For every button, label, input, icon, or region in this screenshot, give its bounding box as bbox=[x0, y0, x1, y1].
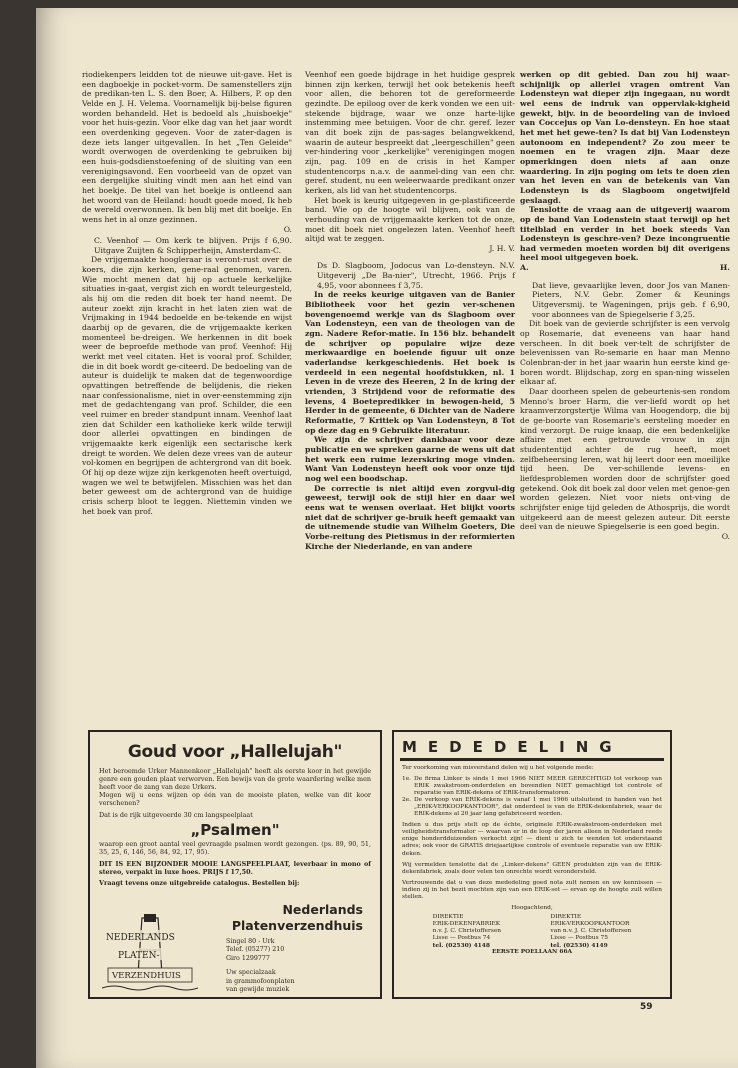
paragraph: Vertrouwende dat u van deze mededeling goed nota zult nemen en uw kennissen — indien zij in het bezit mochten zijn van een ERIK-set — ervan op de hoogte zult willen stellen. bbox=[402, 879, 662, 900]
signatory-line: DIREKTIE bbox=[432, 913, 464, 920]
ad-intro: Het beroemde Urker Mannenkoor „Hallelujah" heeft als eerste koor in het gewijde genre een gouden plaat verworven. Een bewijs van de grote waardering welke men heeft voor de zang van deze Urkers. bbox=[99, 767, 371, 791]
paragraph: Daar doorheen spelen de gebeurtenis-sen rondom Menno's broer Harm, die ver-liefd wordt op het kraamverzorgstertje Wilma van Hoogendorp, die bij de ge-boorte van Rosemarie's eersteling moeder en kind verzorgt. De ruige knaap, die een bedenkelijke affaire met een getrouwde vrouw in zijn studententijd achter de rug heeft, moet zelfbeheersing leren, wat hij leert door een moeilijke tijd heen. De ver-schillende levens- en liefdesproblemen worden door de schrijfster goed getekend. Ook dit boek zal door velen met genoe-gen worden gelezen. Niet voor niets ont-ving de schrijfster enige tijd geleden de Athosprijs, die wordt uitgekeerd aan de meest gelezen auteur. Dit eerste deel van de nieuwe Spiegelserie is een goed begin. bbox=[520, 387, 730, 532]
notice-item bbox=[394, 797, 670, 818]
advertisement-hallelujah bbox=[88, 730, 382, 999]
signatory-left bbox=[433, 914, 501, 949]
address-line: Singel 80 - Urk bbox=[226, 938, 275, 945]
signatory-right bbox=[550, 914, 631, 949]
paragraph: Veenhof een goede bijdrage in het huidige gesprek binnen zijn kerken, terwijl het ook betekenis heeft voor allen, die behoren tot de gereformeerde gezindte. De epiloog over de kerk vonden we een uit-stekende bijdrage, waar we onze harte-lijke instemming mee betuigen. Voor de chr. geref. lezer van dit boek zijn de pas-sages belangwekkend, waarin de auteur bespreekt dat „leergeschillen" geen ver-hindering voor „kerkelijke" verenigingen mogen zijn, pag. 109 en de crisis in het Kamper studentencorps n.a.v. de aanmel-ding van een chr. geref. student, nu een weleerwaarde predikant onzer kerken, als lid van het studentencorps. bbox=[305, 70, 515, 195]
paragraph: Indien u dus prijs stelt op de échte, originele ERIK-zwakstroom-onderdeken met veiligheidstransformator — waarvan er in de loop der jaren alleen in Nederland reeds enige honderdduizenden verkocht zijn! — dient u zich te wenden tot onderstaand adres; ook voor de GRATIS driejaarlijkse controle of eventuele reparatie van uw ERIK-deken. bbox=[402, 822, 662, 857]
signatory-line: DIREKTIE bbox=[550, 913, 582, 920]
lighthouse-logo bbox=[102, 914, 198, 992]
signature: J. H. V. bbox=[489, 243, 515, 253]
paragraph: In de reeks keurige uitgaven van de Banier Bibliotheek voor het gezin ver-schenen bovengenoemd werkje van ds Slagboom over Van Lodensteyn, een van de theologen van de zgn. Nadere Refor-matie. In 156 blz. behandelt de schrijver op populaire wijze deze merkwaardige en boeiende figuur uit onze vaderlandse kerkgeschiedenis. Het boek is verdeeld in een negental hoofdstukken, nl. 1 Leven in de vreze des Heeren, 2 In de kring der vrienden, 3 Strijdend voor de reformatie des levens, 4 Boetepredikker in bewogen-heid, 5 Herder in de gemeente, 6 Dichter van de Nadere Reformatie, 7 Kritiek op Van Lodensteyn, 8 Tot op deze dag en 9 Gebruikte literatuur. bbox=[305, 290, 515, 435]
logo-text: VERZENDHUIS bbox=[112, 971, 181, 981]
ad-title: MEDEDELING bbox=[402, 738, 623, 756]
signature-left: A. bbox=[520, 263, 529, 273]
item-number: 1e. bbox=[402, 776, 412, 783]
notice-item bbox=[394, 776, 670, 797]
paragraph: werken op dit gebied. Dan zou hij waar-schijnlijk op allerlei vragen omtrent Van Lodensteyn wat dieper zijn ingegaan, nu wordt wel eens de indruk van oppervlak-kigheid gewekt, bijv. in de beoordeling van de invloed van Coccejus op Van Lo-densteyn. En hoe staat het met het gewe-ten? Is dat bij Van Lodensteyn autonoom en independent? Zo zou meer te noemen en te vragen zijn. Maar deze opmerkingen doen niets af aan onze waardering. In zijn poging om iets te doen zien van het leven en van de betekenis van Van Lodensteyn is ds Slagboom ongetwijfeld geslaagd. bbox=[520, 70, 730, 205]
company-name-line: Platenverzendhuis bbox=[231, 918, 363, 933]
ad-title-psalmen: „Psalmen" bbox=[190, 821, 280, 840]
ad-title: Goud voor „Hallelujah" bbox=[127, 742, 343, 762]
address-line: Giro 1299777 bbox=[226, 954, 270, 962]
logo-text: PLATEN- bbox=[118, 951, 160, 961]
paragraph: De correctie is niet altijd even zorgvul-dig geweest, terwijl ook de stijl hier en daar wel eens wat te wensen overlaat. Het blijkt voorts niet dat de schrijver ge-bruik heeft gemaakt van de uitnemende studie van Wilhelm Goeters, Die Vorbe-reitung des Pietismus in der reformierten Kirche der Niederlande, en van andere bbox=[305, 483, 515, 551]
signatory-line: Lisse — Postbus 74 bbox=[432, 934, 491, 941]
item-number: 2e. bbox=[402, 797, 412, 804]
paragraph: riodiekenpers leidden tot de nieuwe uit-gave. Het is een dagboekje in pocket-vorm. De samenstellers zijn de predikan-ten L. S. den Boer, A. Hilbers, P. op den Velde en J. H. Velema. Voornamelijk bij-belse figuren worden behandeld. Het is bedoeld als „huisboekje" voor het huis-gezin. Voor elke dag van het jaar wordt een overdenking gegeven. Voor de zater-dagen is deze iets langer uitgevallen. In het „Ten Geleide" wordt overwogen de overdenking te gebruiken bij een huis-godsdienstoefening of de sluiting van een verenigingsavond. Een voorbeeld van de opzet van een dergelijke sluiting vindt men aan het eind van het boekje. De titel van het boekje is ontleend aan het woord van de Heiland: houdt goede moed, Ik heb de wereld overwonnen. Ik ben blij met dit boekje. En wens het in al onze gezinnen. bbox=[82, 70, 292, 224]
address-line: Uw specialzaak bbox=[226, 969, 276, 977]
signatory-line: ERIK-VERKOOPKANTOOR bbox=[550, 920, 630, 927]
signatory-line: Lisse — Postbus 75 bbox=[550, 934, 608, 941]
paragraph: Het boek is keurig uitgegeven in ge-plastificeerde band. Wie op de hoogte wil blijven, ook van de verhouding van de vrijgemaakte kerken tot de onze, moet dit boek niet ongelezen laten. Veenhof heeft altijd wat te zeggen. bbox=[305, 195, 515, 244]
ad-catalog: Vraagt tevens onze uitgebreide catalogus. Bestellen bij: bbox=[99, 879, 300, 888]
title-rule bbox=[400, 758, 664, 761]
paragraph: We zijn de schrijver dankbaar voor deze publicatie en we spreken gaarne de wens uit dat het werk een ruime lezerskring moge vinden. Want Van Lodensteyn heeft ook voor onze tijd nog wel een boodschap. bbox=[305, 435, 515, 483]
page-number: 59 bbox=[640, 1002, 653, 1012]
ad-intro: Ter voorkoming van misverstand delen wij u het volgende mede: bbox=[402, 765, 594, 771]
signature-right: H. bbox=[720, 263, 730, 273]
paragraph: Tenslotte de vraag aan de uitgeverij waarom op de band Van Lodenstein staat terwijl op het titelblad en verder in het boek steeds Van Lodensteyn is geschre-ven? Deze incongruentie had vermeden moeten worden bij dit overigens heel mooi uitgegeven boek. bbox=[520, 205, 730, 263]
column-3 bbox=[520, 70, 730, 542]
advertisement-mededeling bbox=[392, 730, 672, 999]
column-1 bbox=[82, 70, 292, 516]
signatories bbox=[394, 914, 670, 949]
item-text: De verkoop van ERIK-dekens is vanaf 1 mei 1966 uitsluitend in handen van het „ERIK-VERKOOPKANTOOR", dat onderdeel is van de ERIK-dekenfabriek, waar de ERIK-dekens al 20 jaar lang gefabriceerd worden. bbox=[414, 797, 662, 818]
address-line: van gewijde muziek bbox=[226, 986, 290, 994]
column-2 bbox=[305, 70, 515, 551]
signatory-line: n.v. J. C. Christoffersen bbox=[432, 927, 502, 934]
item-text: De firma Linker is sinds 1 mei 1966 NIET MEER GERECHTIGD tot verkoop van ERIK zwakstroom-onderdelen en bovendien NIET gemachtigd tot controle of reparatie van ERIK-dekens of ERIK-transformatoren. bbox=[414, 776, 662, 797]
address-line: in grammofoonplaten bbox=[226, 977, 295, 985]
signatory-line: tel. (02530) 4148 bbox=[432, 941, 490, 949]
address-line: Telef. (05277) 210 bbox=[226, 946, 285, 954]
address: EERSTE POELLAAN 66A bbox=[491, 948, 573, 955]
company-name bbox=[218, 902, 363, 934]
signatory-line: tel. (02530) 4149 bbox=[550, 941, 608, 949]
signature: O. bbox=[283, 224, 292, 234]
ad-songs: waarop een groot aantal veel gevraagde psalmen wordt gezongen. (ps. 89, 90, 51, 35, 25, 6, 146, 56, 84, 92, 17, 95). bbox=[99, 840, 371, 857]
signatory-line: ERIK-DEKENFABRIEK bbox=[432, 920, 501, 927]
signature bbox=[520, 263, 730, 273]
paragraph: Dit boek van de gevierde schrijfster is een vervolg op Rosemarie, dat eveneens van haar hand verscheen. In dit boek ver-telt de schrijfster de belevenissen van Ro-semarie en haar man Menno Colenbran-der in het jaar waarin hun eerste kind ge-boren wordt. Blijdschap, zorg en span-ning wisselen elkaar af. bbox=[520, 319, 730, 387]
logo-text: NEDERLANDS bbox=[106, 933, 175, 943]
book-review-heading: Ds D. Slagboom, Jodocus van Lo-densteyn. N.V. Uitgeverij „De Ba-nier", Utrecht, 1966. Prijs f 4,95, voor abonnees f 3,75. bbox=[317, 261, 515, 290]
book-review-heading: C. Veenhof — Om kerk te blijven. Prijs f 6,90. Uitgave Zuijten & Schipperheijn, Amsterdam-C. bbox=[94, 236, 292, 255]
ad-lp: Dat is de rijk uitgevoerde 30 cm langspeelplaat bbox=[99, 810, 253, 819]
paragraph: De vrijgemaakte hoogleraar is veront-rust over de koers, die zijn kerken, gene-raal genomen, varen. Wie mocht menen dat hij op actuele kerkelijke situaties in-gaat, vergist zich en wordt teleurgesteld, als hij om die reden dit boek ter hand neemt. De auteur zoekt zijn kracht in het laten zien wat de Vrijmaking in 1944 bedoelde en be-tekende en wijst daarbij op de gevaren, die de vrijgemaakte kerken momenteel be-dreigen. We herkennen in dit boek weer de beproefde methode van prof. Veenhof: Hij werkt met veel citaten. Het is vooral prof. Schilder, die in dit boek wordt ge-citeerd. De bedoeling van de auteur is duidelijk te maken dat de tegenwoordige opvattingen betreffende de belijdenis, die rieken naar confessionalisme, niet in over-eenstemming zijn met de gedachtengang van prof. Schilder, die een veel ruimer en breder standpunt innam. Veenhof laat zien dat Schilder een katholieke kerk wilde terwijl door allerlei opvattingen en bindingen de vrijgemaakte kerk eigenlijk een sectarische kerk dreigt te worden. We delen deze vrees van de auteur vol-komen en begrijpen de achtergrond van dit boek. Of hij op deze wijze zijn kerkgenoten heeft overtuigd, wagen we wel te betwijfelen. Misschien was het dan beter geweest om de achtergrond van de huidige crisis scherp bloot te leggen. Niettemin vinden we het boek van prof. bbox=[82, 255, 292, 516]
company-address bbox=[226, 938, 295, 994]
closing: Hoogachtend, bbox=[511, 904, 553, 911]
book-review-heading: Dat lieve, gevaarlijke leven, door Jos van Manen-Pieters, N.V. Gebr. Zomer & Keunings Uitgeversmij. te Wageningen, prijs geb. f 6,90, voor abonnees van de Spiegelserie f 3,25. bbox=[532, 280, 730, 319]
paragraph: Wij vermelden tenslotte dat de „Linker-dekens" GEEN produkten zijn van de ERIK-dekenfabriek, zoals door velen ten onrechte wordt verondersteld. bbox=[402, 861, 662, 875]
signature: O. bbox=[721, 531, 730, 541]
signatory-line: van n.v. J. C. Christoffersen bbox=[550, 927, 632, 934]
company-name-line: Nederlands bbox=[282, 902, 363, 917]
ad-offer: DIT IS EEN BIJZONDER MOOIE LANGSPEELPLAAT, leverbaar in mono of stereo, verpakt in luxe hoes. PRIJS f 17,50. bbox=[99, 860, 371, 877]
ad-ask: Mogen wij u eens wijzen op één van de mooiste platen, welke van dit koor verschenen? bbox=[99, 790, 371, 807]
